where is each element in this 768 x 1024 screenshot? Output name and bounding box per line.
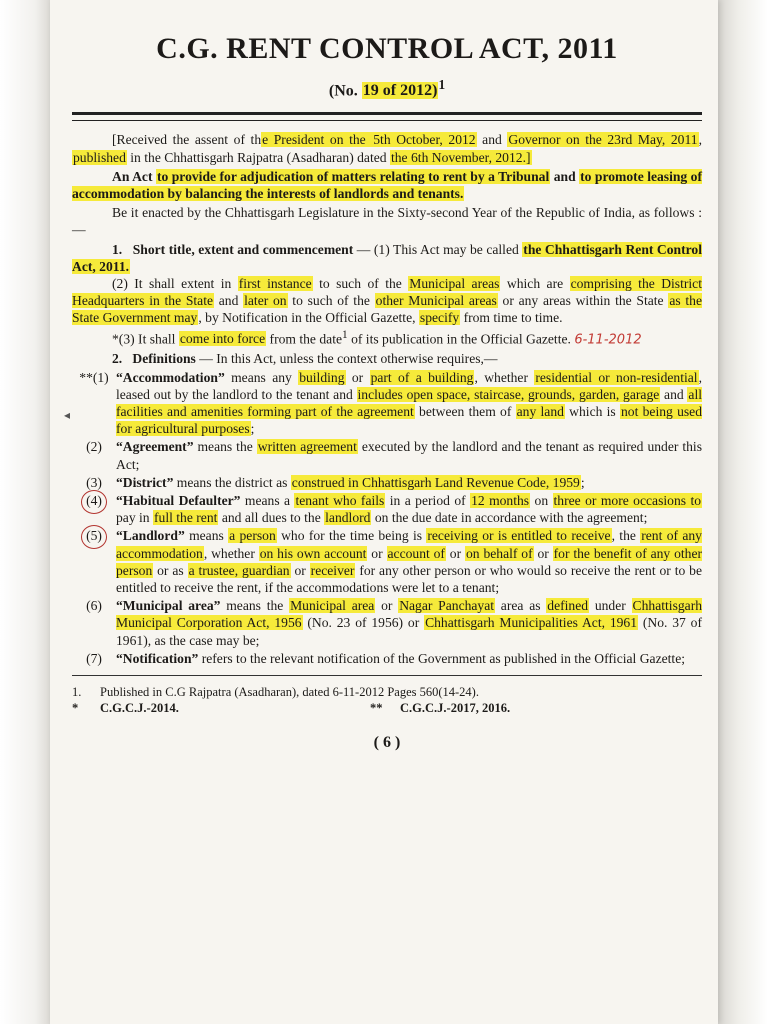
footnotes: 1. Published in C.G Rajpatra (Asadharan), dated 6-11-2012 Pages 560(14-24). * C.G.C.J.-2014. ** C.G.C.J.-2017, 2016.	[72, 684, 511, 715]
page-left-margin	[0, 0, 50, 1024]
definition-4: (4) “Habitual Defaulter” means a tenant who fails in a period of 12 months on three or more occasions to pay in full the rent and all dues to the landlord on the due date in accordance with the agreement;	[72, 492, 702, 526]
assent-paragraph: [Received the assent of the President on the 5th October, 2012 and Governor on the 23rd May, 2011, published in the Chhattisgarh Rajpatra (Asadharan) dated the 6th November, 2012.]	[73, 132, 702, 165]
margin-mark: ◂	[64, 408, 71, 422]
section-2: 2. Definitions — In this Act, unless the context otherwise requires,—	[112, 351, 498, 367]
footnote-divider	[72, 675, 702, 676]
page-right-margin	[718, 0, 768, 1024]
page-number: ( 6 )	[373, 733, 401, 751]
definition-5: (5) “Landlord” means a person who for the time being is receiving or is entitled to receive, the rent of any accommodation, whether on his own account or account of or on behalf of or for the benefit of any other person or as a trustee, guardian or receiver for any other person or who would so receive the rent or to be entitled to receive the rent, if the accommodations were let to a tenant;	[72, 527, 702, 596]
definition-7: (7) “Notification” refers to the relevant notification of the Government as published in the Official Gazette;	[86, 650, 685, 666]
section-1: 1. Short title, extent and commencement — (1) This Act may be called the Chhattisgarh Rent Control Act, 2011.	[72, 241, 702, 274]
section-1-3: *(3) It shall come into force from the date$^1$ of its publication in the Official Gazette. 6-11-2012	[112, 328, 642, 348]
handwritten-date: 6-11-2012	[574, 332, 642, 348]
definition-3: (3) “District” means the district as construed in Chhattisgarh Land Revenue Code, 1959;	[86, 474, 585, 490]
preamble: An Act to provide for adjudication of matters relating to rent by a Tribunal and to promote leasing of accommodation by balancing the interests of landlords and tenants.	[72, 168, 703, 201]
header-rule	[72, 112, 702, 121]
enacting-clause: Be it enacted by the Chhattisgarh Legislature in the Sixty-second Year of the Republic of India, as follows :—	[72, 205, 702, 238]
document-content	[72, 32, 702, 752]
page-title: C.G. RENT CONTROL ACT, 2011	[156, 32, 618, 65]
definition-1: **(1) “Accommodation” means any building or part of a building, whether residential or non-residential, leased out by the landlord to the tenant and includes open space, staircase, grounds, garden, garage and all facilities and amenities forming part of the agreement between them of any land which is not being used for agricultural purposes;	[79, 369, 702, 437]
definition-2: (2) “Agreement” means the written agreement executed by the landlord and the tenant as required under this Act;	[86, 439, 703, 472]
act-number: (No. 19 of 2012)$^1$	[328, 77, 446, 100]
section-1-2: (2) It shall extent in first instance to such of the Municipal areas which are comprising the District Headquarters in the State and later on to such of the other Municipal areas or any areas within the State as the State Government may, by Notification in the Official Gazette, specify from time to time.	[72, 275, 702, 326]
definition-6: (6) “Municipal area” means the Municipal area or Nagar Panchayat area as defined under Chhattisgarh Municipal Corporation Act, 1956 (No. 23 of 1956) or Chhattisgarh Municipalities Act, 1961 (No. 37 of 1961), as the case may be;	[86, 598, 703, 648]
